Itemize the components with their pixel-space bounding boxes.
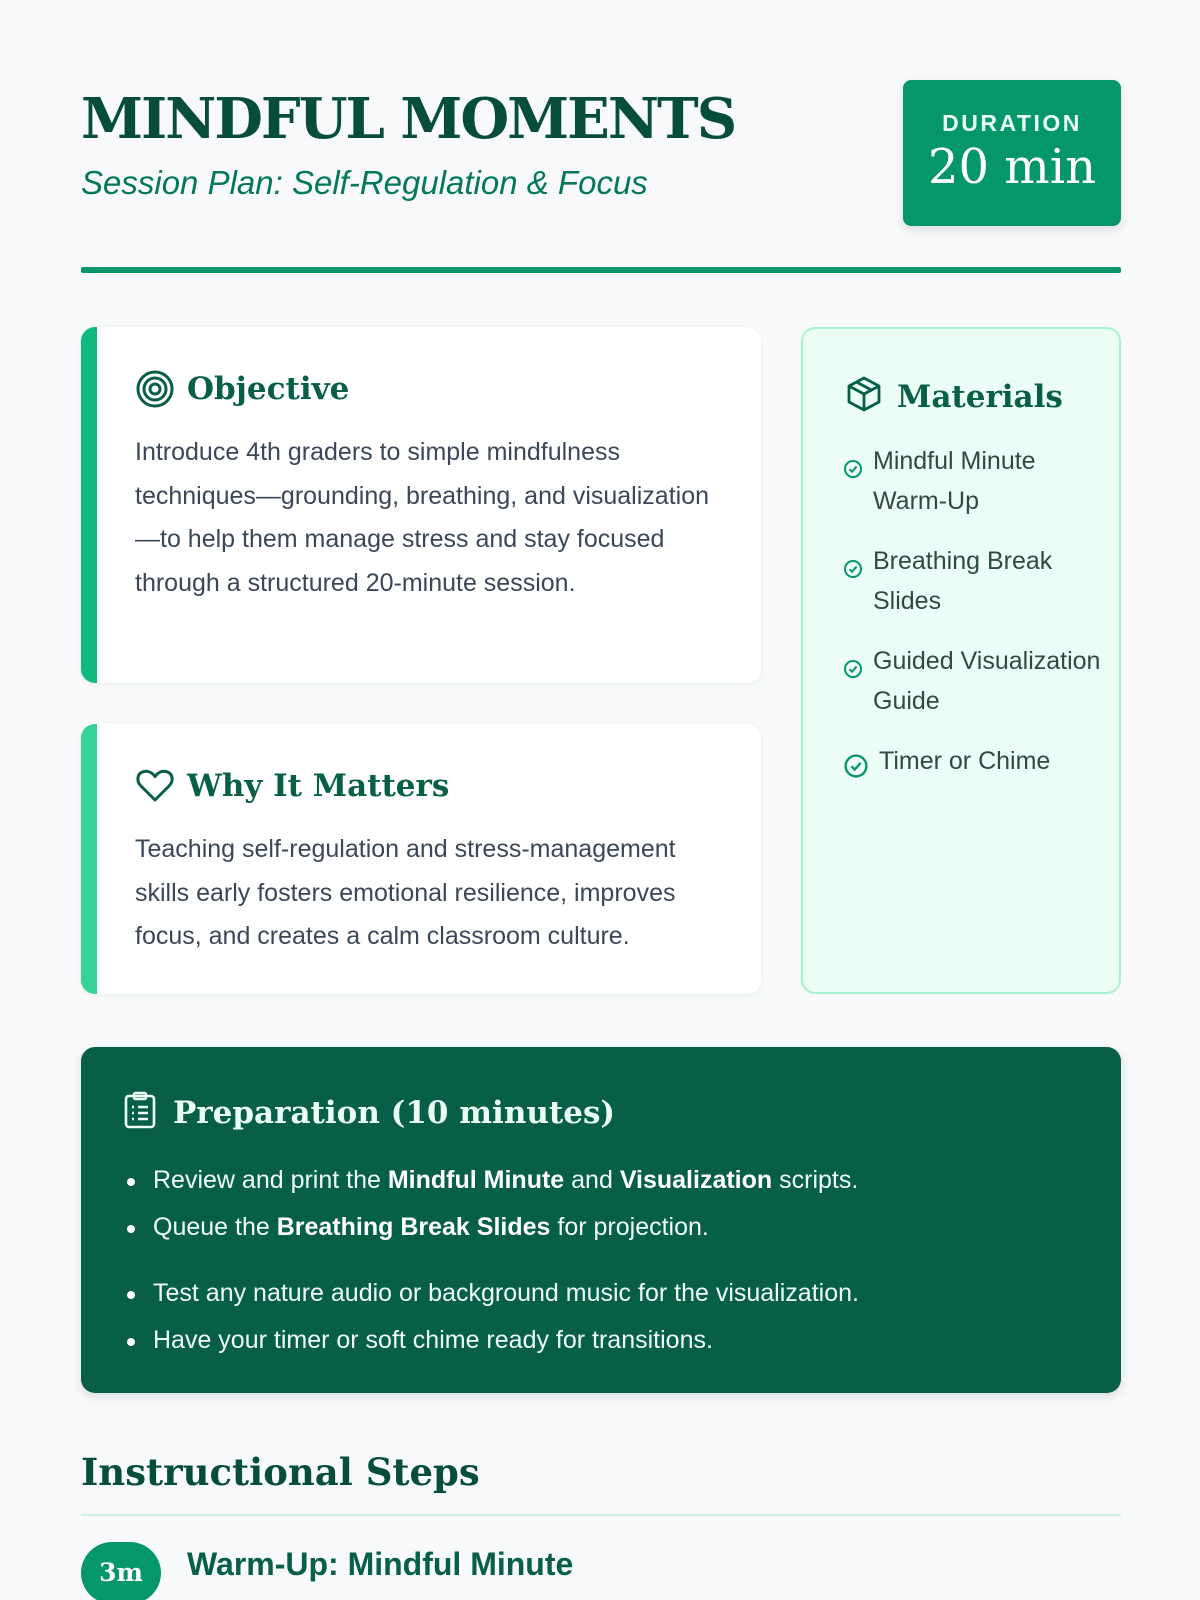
step-title: Warm-Up: Mindful Minute — [187, 1546, 574, 1582]
list-item: Have your timer or soft chime ready for transitions. — [123, 1317, 859, 1364]
material-label: Guided Visualization Guide — [873, 647, 1101, 715]
objective-title: Objective — [187, 371, 350, 407]
why-it-matters-card — [81, 724, 761, 994]
list-item — [843, 641, 1103, 721]
instructional-steps-title: Instructional Steps — [81, 1450, 480, 1494]
check-circle-icon — [843, 651, 863, 691]
list-item: Test any nature audio or background music for the visualization. — [123, 1270, 859, 1317]
materials-title: Materials — [897, 378, 1063, 415]
preparation-list — [123, 1157, 859, 1364]
clipboard-icon — [123, 1091, 157, 1134]
objective-text: Introduce 4th graders to simple mindfulness techniques—grounding, breathing, and visualization—to help them manage stress and stay focused through a structured 20-minute session. — [135, 438, 709, 597]
page-title: MINDFUL MOMENTS — [81, 86, 736, 152]
material-label: Mindful Minute Warm-Up — [873, 447, 1036, 515]
box-icon — [845, 375, 883, 418]
preparation-panel — [81, 1047, 1121, 1393]
check-circle-icon — [843, 451, 863, 491]
list-item — [843, 541, 1103, 621]
page-header — [81, 80, 1121, 230]
list-item — [843, 741, 1103, 791]
list-item: Review and print the Mindful Minute and Visualization scripts. — [123, 1157, 859, 1204]
step-duration-badge: 3m — [81, 1542, 161, 1600]
material-label: Breathing Break Slides — [873, 547, 1053, 615]
list-item: Queue the Breathing Break Slides for projection. — [123, 1204, 859, 1251]
duration-value: 20 min — [927, 139, 1097, 195]
list-item — [843, 441, 1103, 521]
steps-divider — [81, 1514, 1121, 1516]
why-it-matters-text: Teaching self-regulation and stress-management skills early fosters emotional resilience, improves focus, and creates a calm classroom culture. — [135, 835, 676, 950]
check-circle-icon — [843, 751, 869, 791]
target-icon — [135, 369, 175, 409]
duration-label: DURATION — [942, 110, 1082, 136]
why-it-matters-title: Why It Matters — [187, 768, 450, 804]
objective-card — [81, 327, 761, 683]
header-divider — [81, 267, 1121, 273]
page-subtitle: Session Plan: Self-Regulation & Focus — [81, 164, 648, 201]
materials-list — [843, 441, 1103, 811]
preparation-title: Preparation (10 minutes) — [173, 1094, 616, 1131]
material-label: Timer or Chime — [879, 747, 1051, 775]
materials-panel — [801, 327, 1121, 994]
check-circle-icon — [843, 551, 863, 591]
heart-icon — [135, 766, 175, 806]
duration-badge — [903, 80, 1121, 226]
